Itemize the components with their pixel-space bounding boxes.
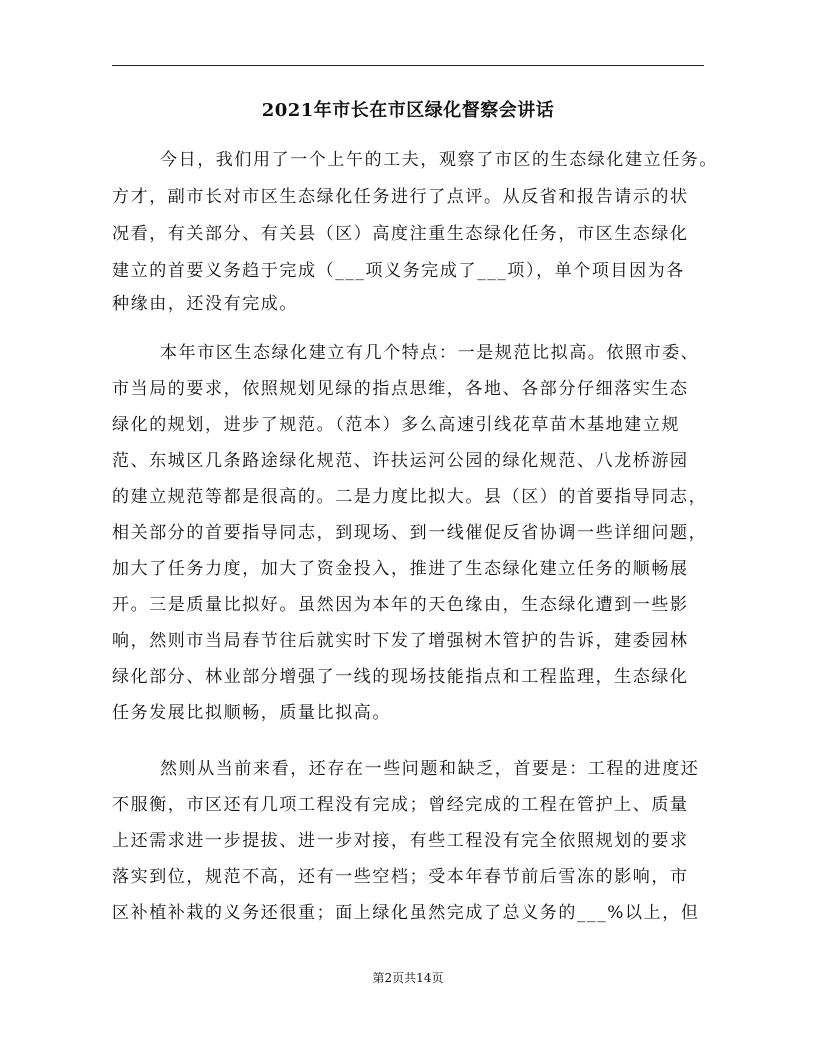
paragraph-3-line-5: 区补植补栽的义务还很重；面上绿化虽然完成了总义务的___%以上，但 [112,903,700,923]
page-number: 第2页共14页 [372,971,444,985]
paragraph-1-line-2: 方才，副市长对市区生态绿化任务进行了点评。从反省和报告请示的状 [112,187,689,207]
paragraph-2-line-8: 开。三是质量比拟好。虽然因为本年的天色缘由，生态绿化遭到一些影 [112,595,689,615]
paragraph-2-line-5: 的建立规范等都是很高的。二是力度比拟大。县（区）的首要指导同志， [112,487,708,507]
paragraph-3-line-1: 然则从当前来看，还存在一些问题和缺乏，首要是：工程的进度还 [160,759,700,779]
header-rule [112,65,704,66]
paragraph-2-line-11: 任务发展比拟顺畅，质量比拟高。 [112,703,391,723]
paragraph-1-line-3: 况看，有关部分、有关县（区）高度注重生态绿化任务，市区生态绿化 [112,224,689,244]
paragraph-2-line-1: 本年市区生态绿化建立有几个特点：一是规范比拟高。依照市委、 [160,343,700,363]
paragraph-2-line-2: 市当局的要求，依照规划见绿的指点思维，各地、各部分仔细落实生态 [112,379,689,399]
paragraph-2-line-10: 绿化部分、林业部分增强了一线的现场技能指点和工程监理，生态绿化 [112,667,689,687]
paragraph-2-line-9: 响，然则市当局春节往后就实时下发了增强树木管护的告诉，建委园林 [112,631,689,651]
paragraph-1-line-1: 今日，我们用了一个上午的工夫，观察了市区的生态绿化建立任务。 [160,150,718,170]
paragraph-2-line-3: 绿化的规划，进步了规范。（范本）多么高速引线花草苗木基地建立规 [112,415,681,435]
paragraph-2-line-7: 加大了任务力度，加大了资金投入，推进了生态绿化建立任务的顺畅展 [112,559,689,579]
paragraph-1-line-4: 建立的首要义务趋于完成（___项义务完成了___项），单个项目因为各 [112,261,685,281]
paragraph-1-line-5: 种缘由，还没有完成。 [112,294,298,314]
paragraph-3-line-3: 上还需求进一步提拔、进一步对接，有些工程没有完全依照规划的要求 [112,831,689,851]
paragraph-3-line-2: 不服衡，市区还有几项工程没有完成；曾经完成的工程在管护上、质量 [112,795,689,815]
paragraph-2-line-6: 相关部分的首要指导同志，到现场、到一线催促反省协调一些详细问题， [112,523,708,543]
paragraph-2-line-4: 范、东城区几条路途绿化规范、许扶运河公园的绿化规范、八龙桥游园 [112,451,689,471]
document-title: 2021年市长在市区绿化督察会讲话 [261,100,555,121]
paragraph-3-line-4: 落实到位，规范不高，还有一些空档；受本年春节前后雪冻的影响，市 [112,867,689,887]
